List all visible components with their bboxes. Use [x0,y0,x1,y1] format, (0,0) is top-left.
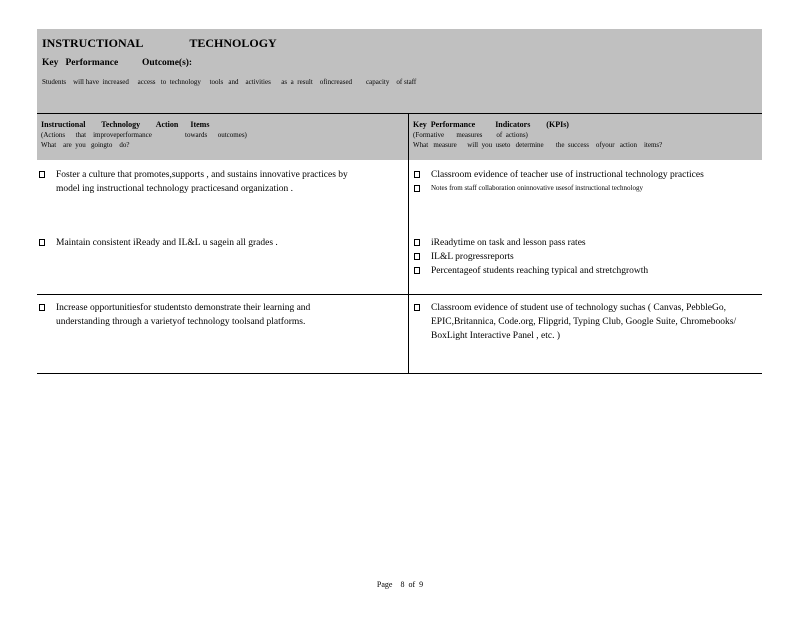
checkbox-bullet-icon [39,171,45,178]
row1-actions-2 [39,236,369,250]
row1-actions [39,168,359,196]
title-part-2: TECHNOLOGY [189,36,277,50]
column-divider [408,114,409,373]
checkbox-bullet-icon [414,304,420,311]
column-subtitle-actions-1: (Actions that improveperformance towards outcomes) [41,131,247,139]
checkbox-bullet-icon [414,185,420,192]
outcome-description: Students will have increased access to technology tools and activities as a result ofincreased capacity of staff [42,78,417,86]
column-subtitle-kpis-2: What measure will you useto determine the success ofyour action items? [413,141,663,149]
column-subtitle-kpis-1: (Formative measures of actions) [413,131,528,139]
list-item: Notes from staff collaboration oninnovative usesof instructional technology [414,182,729,195]
row2-kpis [414,301,754,343]
list-item: Classroom evidence of student use of technology suchas ( Canvas, PebbleGo, EPIC,Britannica, Code.org, Flipgrid, Typing Club, Google Suite, Chromebooks/ BoxLight Interactive Panel , etc. ) [414,301,754,343]
checkbox-bullet-icon [414,267,420,274]
row1-kpis [414,168,729,195]
row2-actions [39,301,364,329]
checkbox-bullet-icon [414,253,420,260]
list-item: Percentageof students reaching typical and stretchgrowth [414,264,754,278]
checkbox-bullet-icon [414,171,420,178]
column-subtitle-actions-2: What are you goingto do? [41,141,130,149]
list-item: Foster a culture that promotes,supports , and sustains innovative practices by model ing instructional technology practicesand organization . [39,168,359,196]
list-item: Maintain consistent iReady and IL&L u sagein all grades . [39,236,369,250]
column-header-actions [37,114,408,160]
action-table [37,113,762,374]
checkbox-bullet-icon [414,239,420,246]
page-number: Page 8 of 9 [376,580,424,589]
list-item: iReadytime on task and lesson pass rates [414,236,754,250]
row1-kpis-2 [414,236,754,278]
list-item: Classroom evidence of teacher use of instructional technology practices [414,168,729,182]
column-header-kpis [409,114,762,160]
key-outcomes-label: Key Performance Outcome(s): [42,58,193,68]
checkbox-bullet-icon [39,239,45,246]
section-title [42,36,323,51]
column-title-actions: Instructional Technology Action Items [41,120,210,129]
column-title-kpis: Key Performance Indicators (KPIs) [413,120,569,129]
section-header [37,29,762,113]
row-divider [37,294,762,295]
checkbox-bullet-icon [39,304,45,311]
list-item: IL&L progressreports [414,250,754,264]
list-item: Increase opportunitiesfor studentsto demonstrate their learning and understanding through a varietyof technology toolsand platforms. [39,301,364,329]
title-part-1: INSTRUCTIONAL [42,36,144,50]
